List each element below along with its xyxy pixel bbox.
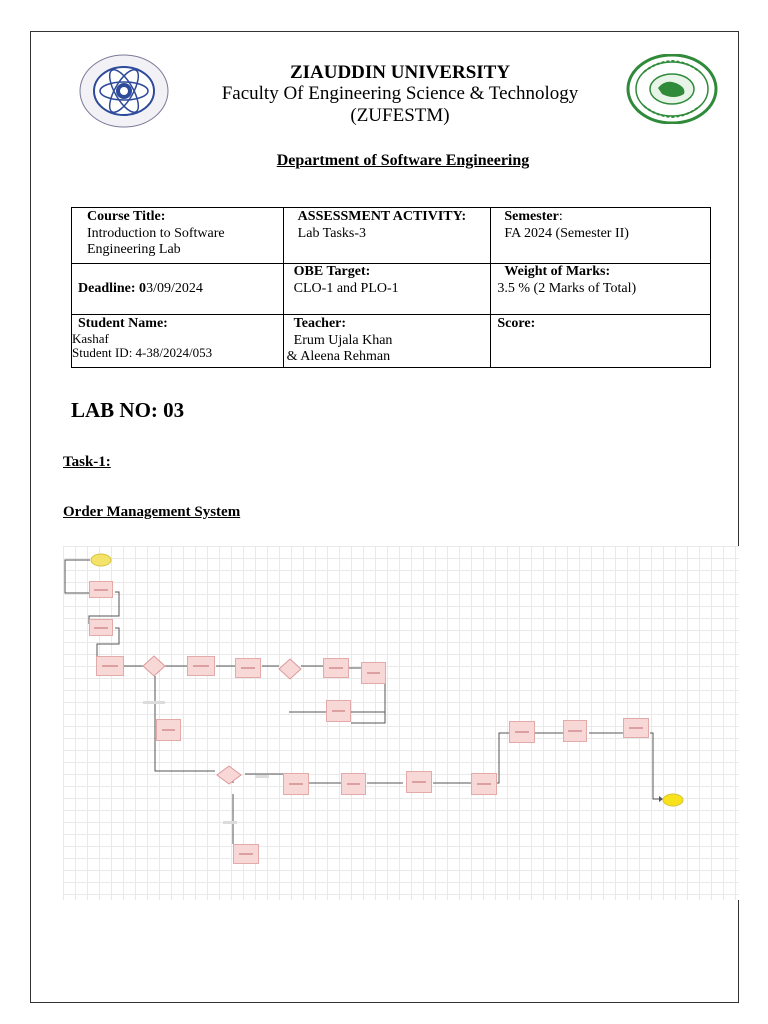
flow-process-node (623, 718, 649, 738)
flow-process-node (341, 773, 366, 795)
flow-process-node (361, 662, 386, 684)
weight-cell (491, 264, 711, 315)
semester-colon: : (558, 209, 563, 224)
deadline-cell (72, 264, 284, 315)
flow-process-node (187, 656, 215, 676)
flow-process-node (406, 771, 432, 793)
flow-process-node (326, 700, 351, 722)
flow-process-node (283, 773, 309, 795)
semester-value: FA 2024 (Semester II) (504, 226, 629, 241)
deadline-label: Deadline: 0 (78, 281, 147, 296)
course-title-label: Course Title: (87, 209, 166, 224)
activity-value: Lab Tasks-3 (297, 226, 367, 241)
activity-label: ASSESSMENT ACTIVITY: (297, 209, 467, 224)
teacher-label: Teacher: (293, 316, 347, 331)
flow-process-node (89, 581, 113, 598)
university-seal-icon (626, 54, 718, 124)
teacher-line-2: & Aleena Rehman (286, 349, 391, 364)
flow-process-node (89, 619, 113, 636)
obe-cell (283, 264, 491, 315)
document-header (190, 63, 610, 127)
flow-end-node (662, 793, 684, 807)
flow-process-node (235, 658, 261, 678)
course-title-value: Introduction to Software Engineering Lab (87, 226, 225, 257)
faculty-name: Faculty Of Engineering Science & Technology (221, 83, 579, 104)
teacher-line-1: Erum Ujala Khan (293, 333, 393, 348)
department-title: Department of Software Engineering (276, 152, 530, 169)
score-label: Score: (497, 316, 536, 331)
student-name: Kashaf (72, 331, 109, 346)
obe-value: CLO-1 and PLO-1 (293, 281, 399, 296)
diagram-title: Order Management System (63, 504, 241, 520)
teacher-cell (283, 315, 491, 368)
score-cell (491, 315, 711, 368)
university-name: ZIAUDDIN UNIVERSITY (289, 62, 511, 83)
task-heading: Task-1: (63, 454, 111, 470)
flow-process-node (96, 656, 124, 676)
flow-decision-node (142, 655, 166, 677)
deadline-value: 3/09/2024 (146, 281, 203, 296)
faculty-abbreviation: (ZUFESTM) (350, 105, 450, 126)
flow-process-node (323, 658, 349, 678)
weight-value: 3.5 % (2 Marks of Total) (497, 281, 637, 296)
assessment-info-table (71, 207, 711, 368)
course-title-cell (72, 208, 284, 264)
flow-process-node (471, 773, 497, 795)
student-id: Student ID: 4-38/2024/053 (72, 345, 213, 360)
weight-label: Weight of Marks: (504, 264, 611, 279)
flow-process-node (509, 721, 535, 743)
faculty-seal-icon (76, 52, 172, 130)
flow-decision-node (278, 658, 302, 680)
obe-label: OBE Target: (293, 264, 371, 279)
student-cell (72, 315, 284, 368)
semester-cell (491, 208, 711, 264)
flow-decision-node (216, 765, 242, 785)
student-label: Student Name: (78, 316, 168, 331)
semester-label: Semester (504, 209, 559, 224)
activity-cell (283, 208, 491, 264)
lab-title: LAB NO: 03 (71, 398, 185, 422)
flow-process-node (233, 844, 259, 864)
flow-start-node (90, 553, 112, 567)
flow-process-node (563, 720, 587, 742)
flow-process-node (156, 719, 181, 741)
